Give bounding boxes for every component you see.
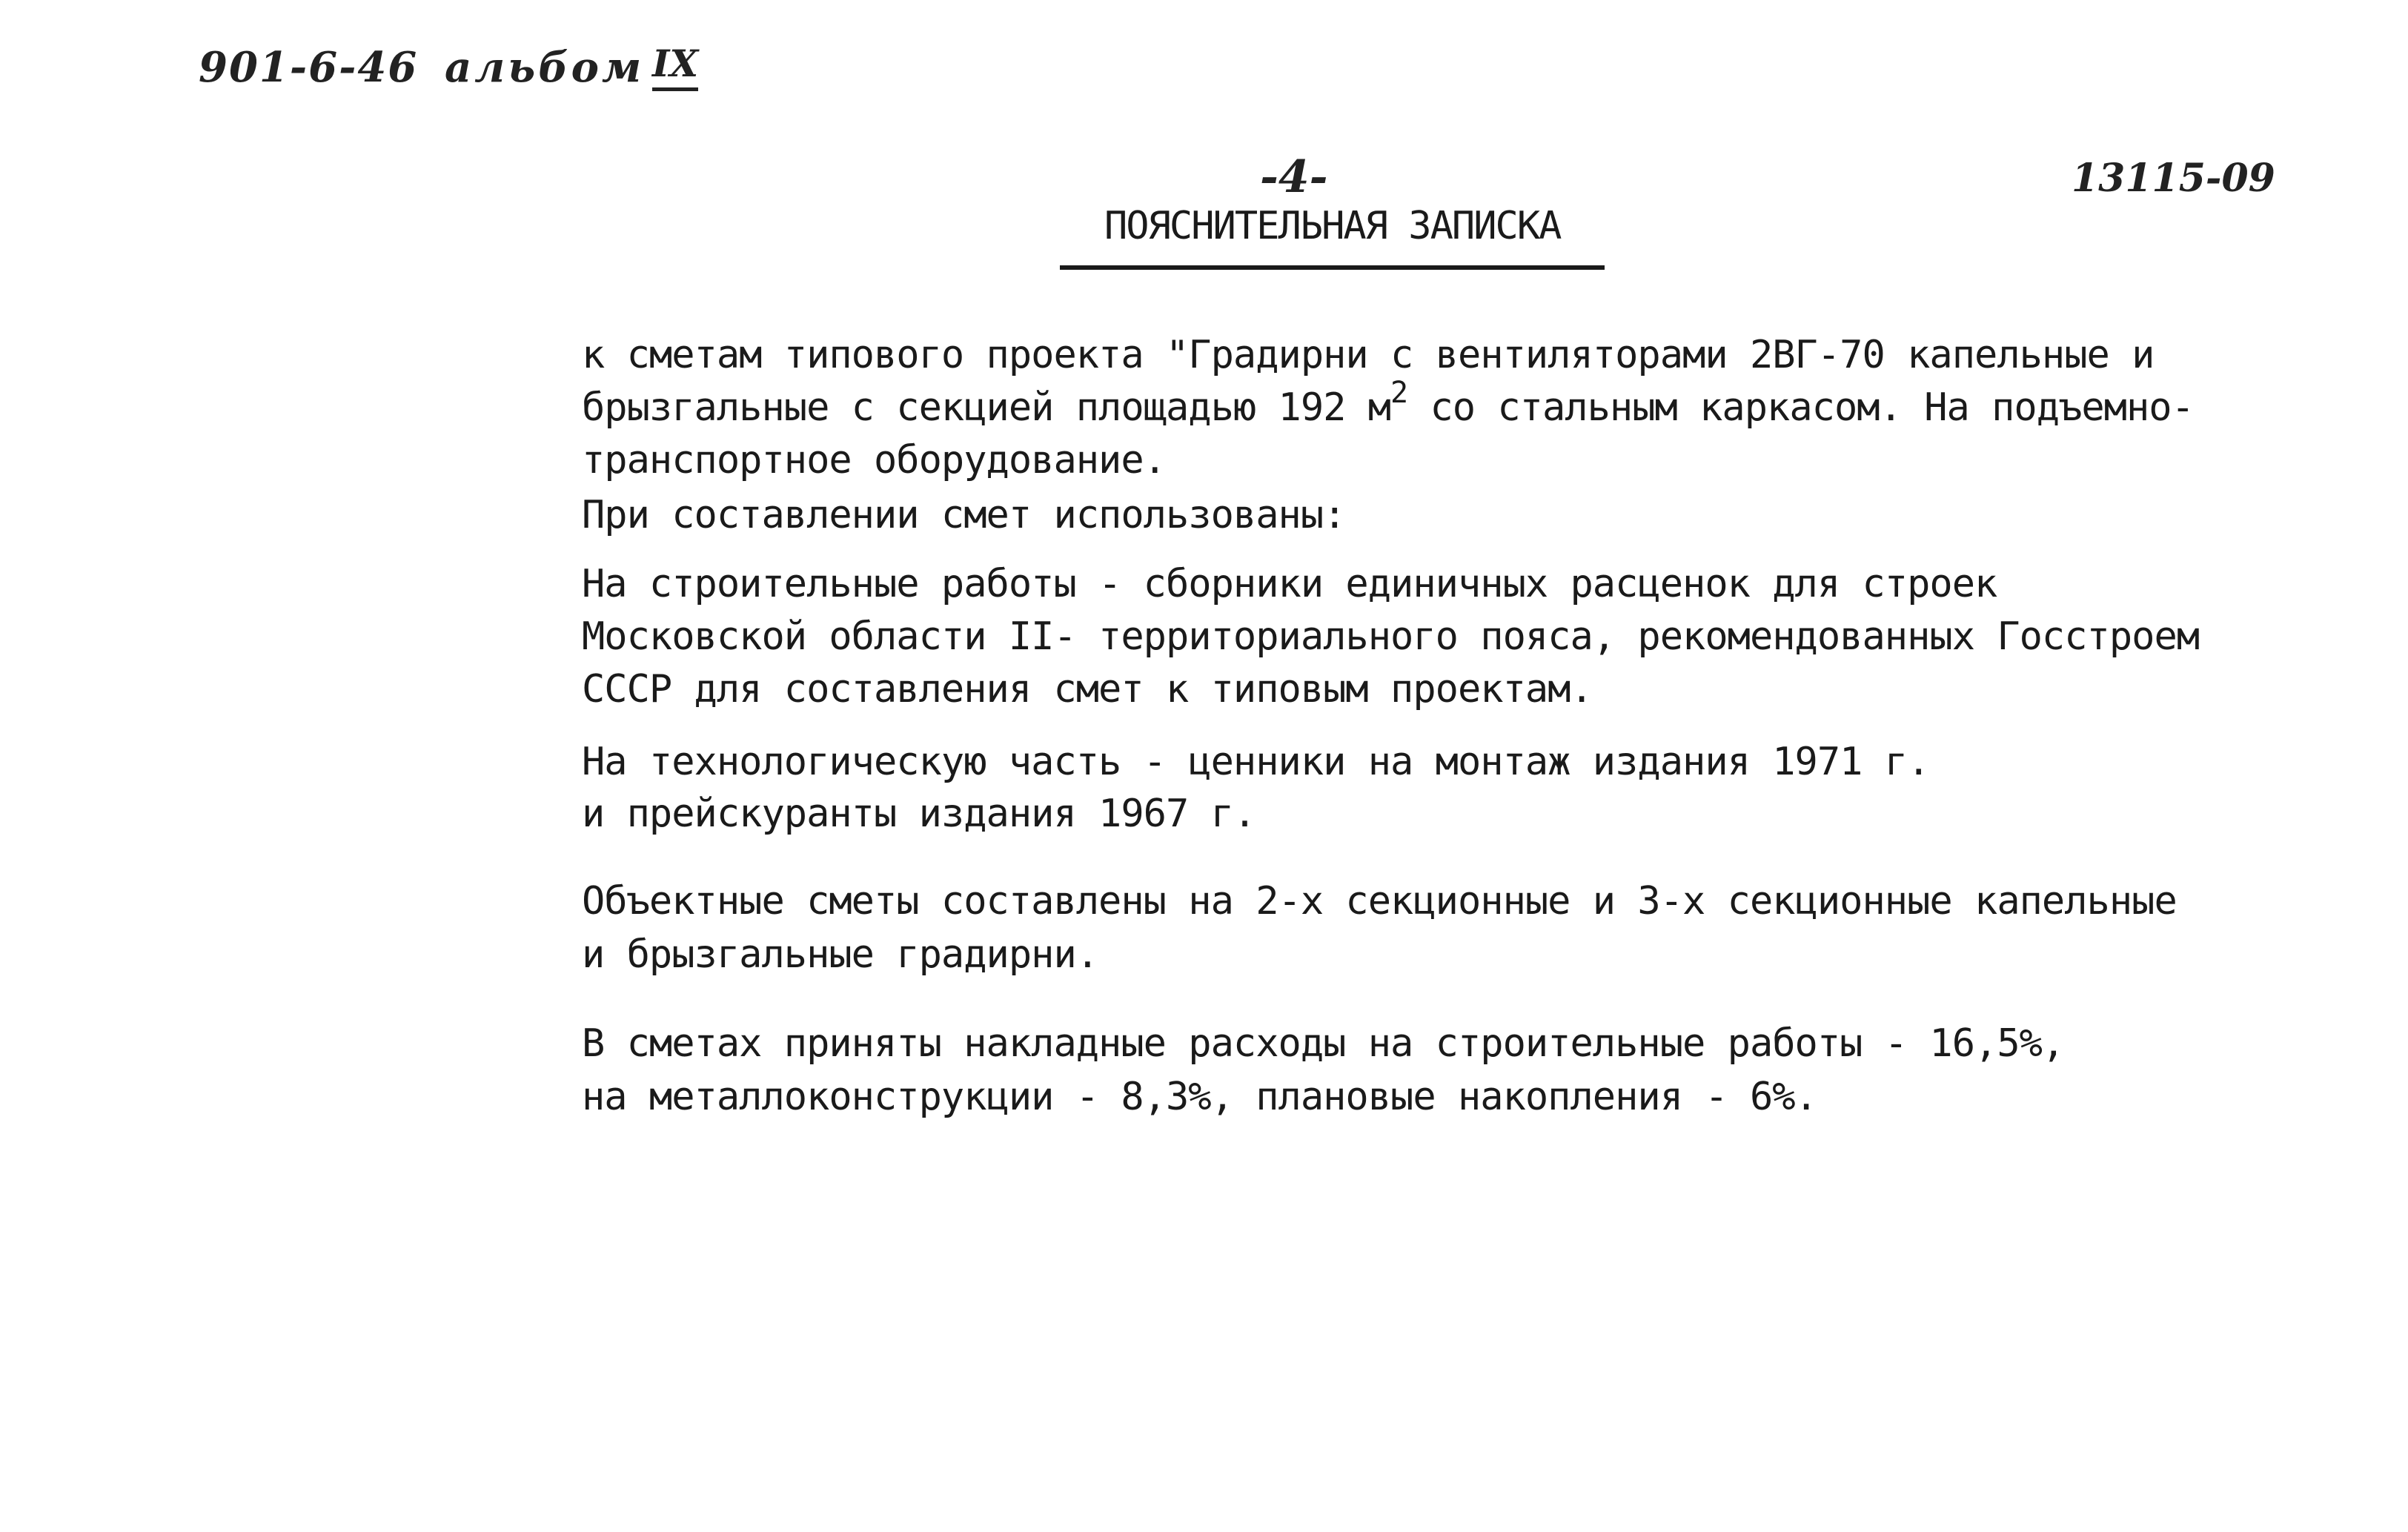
body-line-8: На технологическую часть - ценники на монтаж издания 1971 г. bbox=[582, 740, 1930, 784]
area-exponent: 2 bbox=[1390, 375, 1408, 410]
body-line-2-end: со стальным каркасом. На подъемно- bbox=[1407, 385, 2194, 430]
body-line-6: Московской области II- территориального пояса, рекомендованных Госстроем bbox=[582, 614, 2200, 659]
handwritten-album-label: альбом bbox=[445, 43, 645, 92]
body-line-13: на металлоконструкции - 8,3%, плановые накопления - 6%. bbox=[582, 1075, 1817, 1119]
body-line-2 bbox=[582, 375, 2194, 430]
body-line-12: В сметах приняты накладные расходы на строительные работы - 16,5%, bbox=[582, 1021, 2065, 1066]
body-line-2-start: брызгальные с секцией площадью 192 м bbox=[582, 385, 1391, 430]
handwritten-doc-code: 901-6-46 bbox=[199, 43, 419, 92]
body-line-10: Объектные сметы составлены на 2-х секционные и 3-х секционные капельные bbox=[582, 879, 2177, 923]
body-line-5: На строительные работы - сборники единичных расценок для строек bbox=[582, 562, 1997, 606]
page-title: ПОЯСНИТЕЛЬНАЯ ЗАПИСКА bbox=[1104, 204, 1561, 248]
body-line-11: и брызгальные градирни. bbox=[582, 932, 1099, 977]
page-number: -4- bbox=[1260, 151, 1328, 203]
body-line-4: При составлении смет использованы: bbox=[582, 493, 1346, 537]
body-line-7: СССР для составления смет к типовым проектам. bbox=[582, 667, 1593, 712]
body-line-3: транспортное оборудование. bbox=[582, 438, 1166, 483]
handwritten-album-number: IX bbox=[652, 40, 698, 91]
project-code: 13115-09 bbox=[2072, 156, 2275, 201]
body-line-9: и прейскуранты издания 1967 г. bbox=[582, 792, 1256, 836]
body-line-1: к сметам типового проекта "Градирни с вентиляторами 2ВГ-70 капельные и bbox=[582, 333, 2155, 377]
title-underline bbox=[1060, 265, 1605, 270]
